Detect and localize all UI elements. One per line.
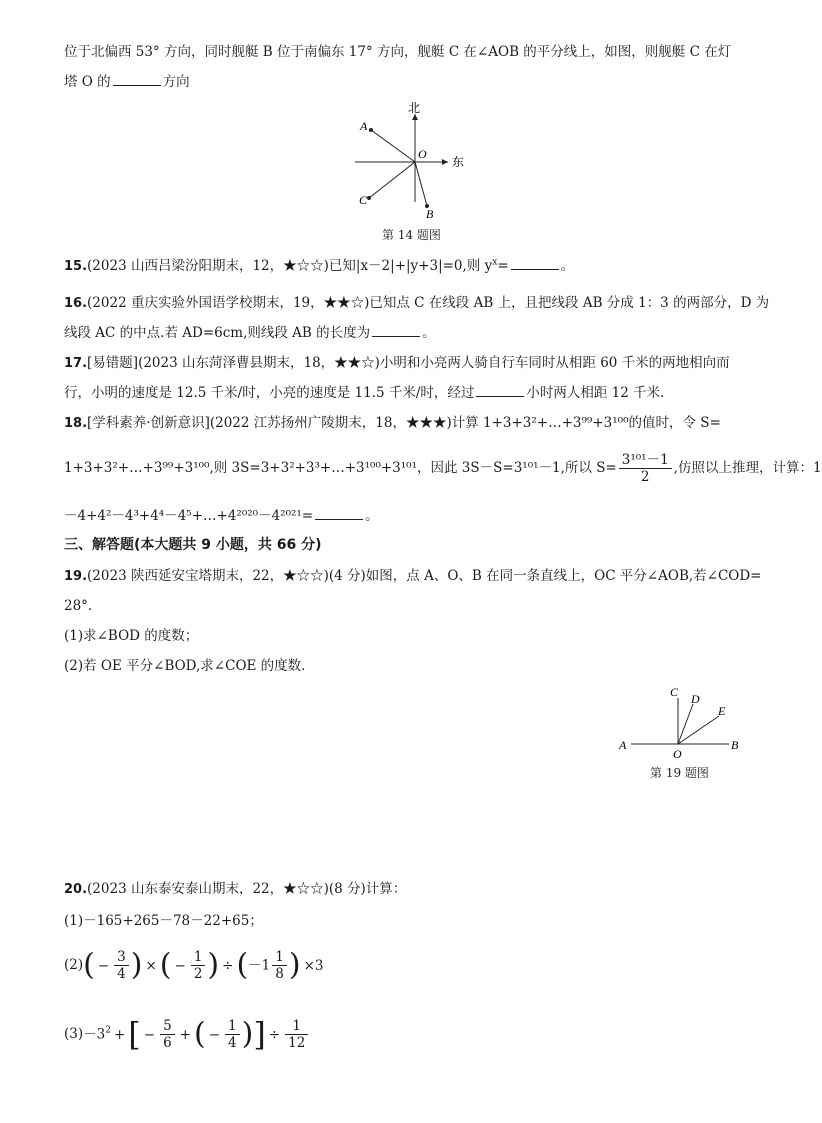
q20-sub3-label: (3) bbox=[64, 1026, 84, 1042]
label-d: D bbox=[691, 692, 700, 706]
q16-end: 。 bbox=[422, 325, 436, 341]
label-o: O bbox=[673, 747, 682, 761]
q15 bbox=[64, 256, 574, 277]
q19-text1: (2023 陕西延安宝塔期末，22，★☆☆)(4 分)如图，点 A、O、B 在同一条直线上，OC 平分∠AOB,若∠COD= bbox=[87, 568, 762, 584]
q20-sub1: (1)－165+265－78－22+65； bbox=[64, 913, 263, 929]
q14-answer-blank[interactable] bbox=[113, 73, 161, 86]
q15-end: 。 bbox=[560, 258, 575, 274]
q18-number: 18. bbox=[64, 416, 88, 431]
q19-caption: 第 19 题图 bbox=[650, 766, 709, 780]
q20-line1 bbox=[64, 879, 406, 900]
frac-one-twelfth: $\frac{1}{12}$ bbox=[285, 1018, 308, 1051]
q16-text1: (2022 重庆实验外国语学校期末，19，★★☆)已知点 C 在线段 AB 上，且把线段 AB 分成 1：3 的两部分，D 为 bbox=[87, 295, 770, 311]
q18-fraction bbox=[619, 452, 672, 485]
q20-text: (2023 山东泰安泰山期末，22，★☆☆)(8 分)计算： bbox=[87, 881, 407, 897]
q19-number: 19. bbox=[64, 569, 88, 584]
q18-end: 。 bbox=[365, 508, 379, 524]
label-c: C bbox=[359, 193, 368, 207]
q15-number: 15. bbox=[64, 259, 88, 274]
frac-one-eighth: $\frac{1}{8}$ bbox=[272, 949, 287, 982]
q14-line1: 位于北偏西 53° 方向，同时舰艇 B 位于南偏东 17° 方向，舰艇 C 在∠AOB 的平分线上，如图，则舰艇 C 在灯 bbox=[64, 44, 732, 60]
ray-od bbox=[678, 704, 693, 744]
q16-text2: 线段 AC 的中点.若 AD=6cm,则线段 AB 的长度为 bbox=[64, 325, 371, 341]
ray-oa bbox=[371, 130, 415, 162]
q19-line1 bbox=[64, 566, 762, 587]
q18-line1 bbox=[64, 413, 721, 434]
label-east: 东 bbox=[452, 155, 465, 169]
q15-sup: x bbox=[492, 257, 498, 268]
q19-sub1: (1)求∠BOD 的度数； bbox=[64, 628, 199, 644]
ray-ob bbox=[415, 162, 427, 206]
frac-five-sixths: $\frac{5}{6}$ bbox=[160, 1018, 175, 1051]
q20-sub2-label: (2) bbox=[64, 957, 84, 973]
label-a: A bbox=[360, 119, 368, 133]
frac-three-quarters: $\frac{3}{4}$ bbox=[114, 949, 129, 982]
q19-sub2: (2)若 OE 平分∠BOD,求∠COE 的度数. bbox=[64, 658, 306, 674]
label-c: C bbox=[670, 685, 679, 699]
q17-number: 17. bbox=[64, 356, 88, 371]
q17-text1: [易错题](2023 山东菏泽曹县期末，18，★★☆)小明和小亮两人骑自行车同时从相距 60 千米的两地相向而 bbox=[87, 355, 730, 371]
times-three: ×3 bbox=[303, 957, 324, 974]
q18-text3: －4+4²－4³+4⁴－4⁵+…+4²⁰²⁰－4²⁰²¹= bbox=[64, 508, 314, 524]
q18-frac-denominator: 2 bbox=[640, 469, 650, 485]
q19-line2: 28°. bbox=[64, 598, 93, 614]
q18-frac-numerator: 3¹⁰¹－1 bbox=[619, 452, 672, 469]
q14-caption: 第 14 题图 bbox=[382, 228, 441, 242]
q16-number: 16. bbox=[64, 296, 88, 311]
q19-figure bbox=[615, 682, 745, 762]
label-b: B bbox=[426, 207, 434, 221]
label-b: B bbox=[731, 738, 739, 752]
q14-line2-post: 方向 bbox=[162, 74, 190, 90]
q17-line2 bbox=[64, 383, 664, 403]
q17-text2-pre: 行，小明的速度是 12.5 千米/时，小亮的速度是 11.5 千米/时，经过 bbox=[64, 385, 475, 401]
q16-line1 bbox=[64, 293, 769, 314]
q14-line2-pre: 塔 O 的 bbox=[64, 74, 111, 90]
frac-one-half: $\frac{1}{2}$ bbox=[191, 949, 206, 982]
q17-answer-blank[interactable] bbox=[476, 384, 524, 397]
q15-text: (2023 山西吕梁汾阳期末，12，★☆☆)已知|x－2|+|y+3|=0,则 y bbox=[87, 258, 493, 274]
point-c bbox=[367, 196, 371, 200]
q18-text2-post: ,仿照以上推理，计算：1 bbox=[673, 460, 822, 476]
section-3-heading: 三、解答题(本大题共 9 小题，共 66 分) bbox=[64, 537, 322, 553]
q17-line1 bbox=[64, 353, 730, 374]
ray-oe bbox=[678, 716, 719, 744]
label-a: A bbox=[619, 738, 627, 752]
label-e: E bbox=[718, 704, 726, 718]
q18-line2 bbox=[64, 450, 822, 486]
q16-answer-blank[interactable] bbox=[372, 324, 420, 337]
label-north: 北 bbox=[408, 101, 421, 115]
q14-line2 bbox=[64, 72, 190, 92]
q18-text2-pre: 1+3+3²+…+3⁹⁹+3¹⁰⁰,则 3S=3+3²+3³+…+3¹⁰⁰+3¹⁰¹，因此 3S－S=3¹⁰¹－1,所以 S= bbox=[64, 460, 617, 476]
ray-oc bbox=[369, 162, 415, 198]
frac-one-quarter: $\frac{1}{4}$ bbox=[225, 1018, 240, 1051]
q18-answer-blank[interactable] bbox=[315, 507, 363, 520]
q18-line3 bbox=[64, 506, 379, 526]
q16-line2 bbox=[64, 323, 436, 343]
q15-tail: = bbox=[497, 258, 509, 274]
q14-figure bbox=[350, 100, 480, 240]
q17-text2-post: 小时两人相距 12 千米. bbox=[526, 385, 665, 401]
label-o: O bbox=[418, 147, 427, 161]
q20-sub3: $(3)-3^2$ +[ − $\frac{5}{6}$ + ( − $\frac{1}{4}$ )] ÷ $\frac{1}{12}$ bbox=[64, 1006, 310, 1062]
q20-number: 20. bbox=[64, 882, 88, 897]
point-a bbox=[369, 128, 373, 132]
q18-text1: [学科素养·创新意识](2022 江苏扬州广陵期末，18，★★★)计算 1+3+3²+…+3⁹⁹+3¹⁰⁰的值时，令 S= bbox=[87, 415, 721, 431]
q20-sub2: (2)( − $\frac{3}{4}$ ) × ( − $\frac{1}{2}$ ) ÷ (－1 $\frac{1}{8}$ ) ×3 bbox=[64, 940, 326, 990]
q15-answer-blank[interactable] bbox=[511, 257, 559, 270]
